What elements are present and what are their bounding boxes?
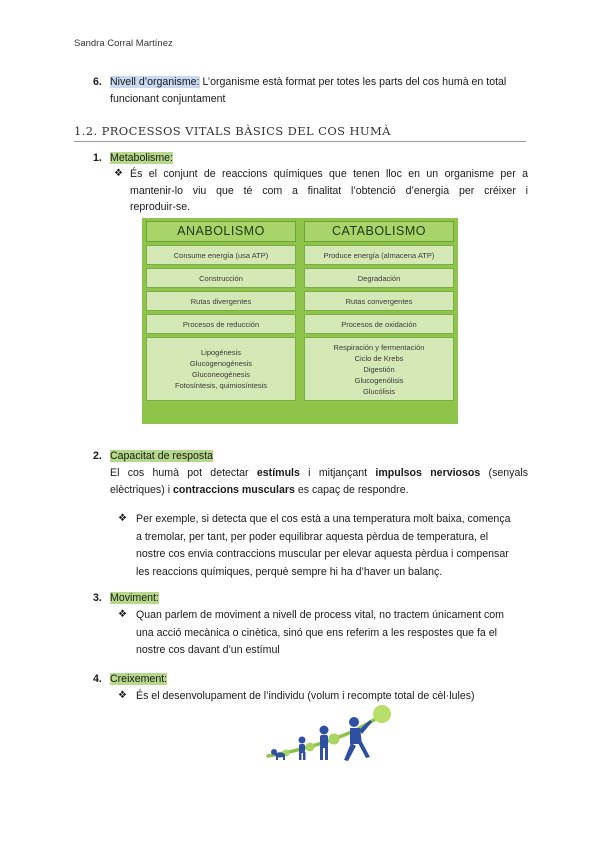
bullet-icon: ❖ [118,690,127,701]
bullet-icon: ❖ [118,609,127,620]
table-cell: Consume energía (usa ATP) [146,245,296,265]
item6-number: 6. [93,76,102,88]
growth-dot [329,734,340,745]
catabolism-column [304,221,454,419]
table-cell: Procesos de reducción [146,314,296,334]
growth-dot [373,705,391,723]
table-cell: Lipogénesis Glucogenogénesis Gluconeogénesis Fotosíntesis, quimiosíntesis [146,337,296,401]
item2-title: Capacitat de resposta [110,450,214,462]
item6-title: Nivell d’organisme: [110,76,200,88]
table-cell: Degradación [304,268,454,288]
item2-bullet-text: Per exemple, si detecta que el cos està a una temperatura molt baixa, comença a tremolar, per tant, per poder equilibrar aquesta pèrdua de temperatura, el nostre cos envia contraccions muscular per elevar aquesta pèrdua i compensar les reaccions químiques, perquè sempre hi ha d’haver un balanç. [136,513,511,578]
table-cell: Rutas convergentes [304,291,454,311]
child-figure-icon [320,726,329,761]
baby-figure-icon [271,749,285,760]
bullet-icon: ❖ [114,168,123,179]
item3-bullet-text: Quan parlem de moviment a nivell de process vital, no tractem únicament com una acció mecànica o cinètica, sinó que ens referim a les respostes que fa el nostre cos davant d’un estímul [136,609,505,656]
item1-number: 1. [93,152,102,164]
item6-text1: L’organisme està format per totes les parts del cos humà en total [199,76,507,88]
growth-illustration [266,700,402,762]
growth-dot [306,743,315,752]
item1-title: Metabolisme: [110,152,173,164]
metabolism-table [142,218,458,424]
item3-title: Moviment: [110,592,159,604]
table-cell: Produce energía (almacena ATP) [304,245,454,265]
item2-text: El cos humà pot detectar estímuls i mitjançant impulsos nerviosos (senyals elèctriques) i contraccions musculars es capaç de respondre. [110,467,529,496]
item4-title: Creixement: [110,673,168,685]
item4-number: 4. [93,673,102,685]
item6-text2: funcionant conjuntament [110,92,226,105]
item2-number: 2. [93,450,102,462]
page-author: Sandra Corral Martínez [74,38,173,49]
table-cell: Procesos de oxidación [304,314,454,334]
anabolism-column [146,221,296,419]
table-cell: Respiración y fermentación Ciclo de Krebs Digestión Glucogenólisis Glucólisis [304,337,454,401]
anabolism-header: ANABOLISMO [146,221,296,242]
item4-bullet-text: És el desenvolupament de l’individu (volum i recompte total de cèl·lules) [136,690,475,702]
table-cell: Construcción [146,268,296,288]
item1-text: És el conjunt de reaccions químiques que tenen lloc en un organisme per a mantenir-lo viu que té com a finalitat l’obtenció d’energia per créixer i reproduir-se. [130,168,528,214]
section-title: 1.2. PROCESSOS VITALS BÀSICS DEL COS HUMÀ [74,124,391,138]
toddler-figure-icon [299,737,306,761]
bullet-icon: ❖ [118,513,127,524]
catabolism-header: CATABOLISMO [304,221,454,242]
adult-figure-icon [344,717,372,761]
item6-paragraph [110,74,530,107]
section-rule [74,141,526,142]
item3-number: 3. [93,592,102,604]
table-cell: Rutas divergentes [146,291,296,311]
